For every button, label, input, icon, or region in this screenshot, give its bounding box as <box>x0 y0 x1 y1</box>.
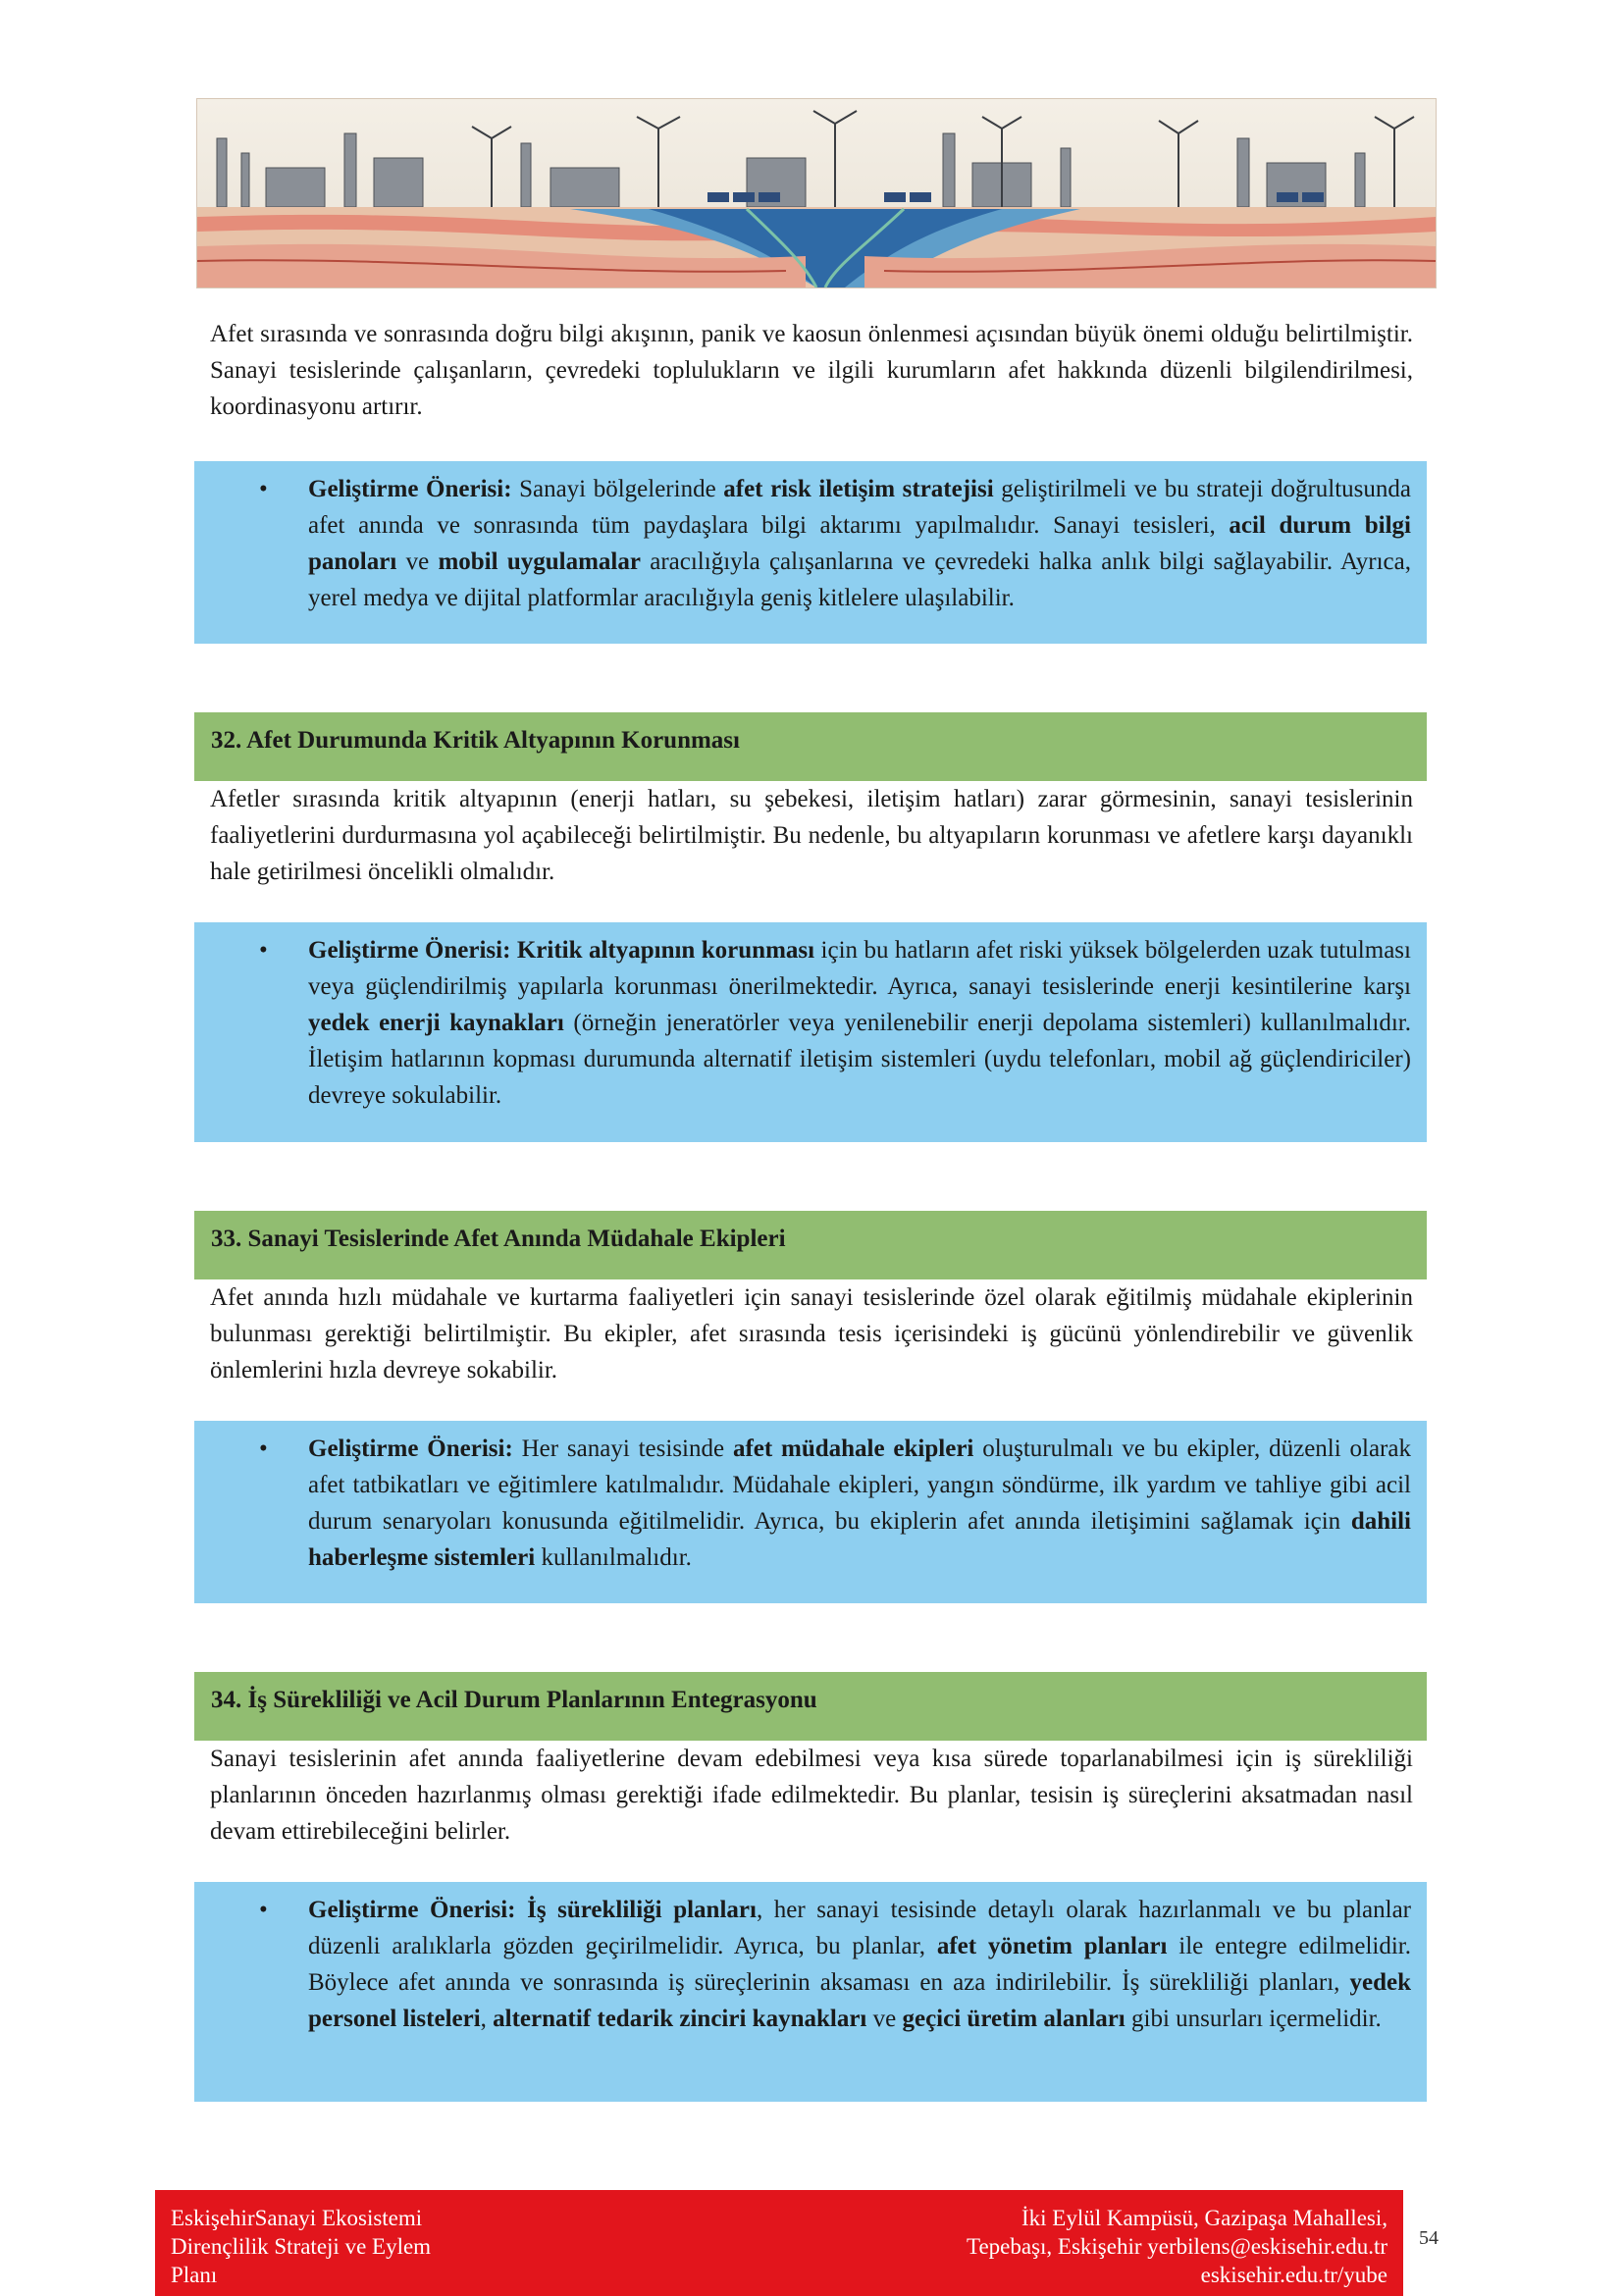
page-number: 54 <box>1419 2227 1439 2249</box>
suggestion-box-32 <box>194 922 1427 1142</box>
footer-contact-info: İki Eylül Kampüsü, Gazipaşa Mahallesi, Tepebaşı, Eskişehir yerbilens@eskisehir.edu.tr eskisehir.edu.tr/yube <box>967 2206 1387 2287</box>
section-33-heading <box>194 1211 1427 1279</box>
section-32-title: 32. Afet Durumunda Kritik Altyapının Korunması <box>211 727 740 754</box>
section-34-title: 34. İş Sürekliliği ve Acil Durum Planlarının Entegrasyonu <box>211 1687 817 1713</box>
section-32-heading <box>194 712 1427 781</box>
footer-document-title: EskişehirSanayi Ekosistemi Dirençlilik Strateji ve Eylem Planı <box>171 2206 432 2287</box>
suggestion-box-33 <box>194 1421 1427 1603</box>
suggestion-box-1 <box>194 461 1427 644</box>
section-34-paragraph: Sanayi tesislerinin afet anında faaliyetlerine devam edebilmesi veya kısa sürede toparlanabilmesi için iş sürekliliği planlarının önceden hazırlanmış olması gerektiği ifade edilmektedir. Bu planlar, tesisin iş süreçlerini aksatmadan nasıl devam ettirebileceğini belirler. <box>210 1746 1413 1845</box>
bullet-icon: • <box>259 1435 268 1462</box>
suggestion-text-32: Geliştirme Önerisi: Kritik altyapının korunması için bu hatların afet riski yüksek bölgelerden uzak tutulması veya güçlendirilmiş yapılarla korunması önerilmektedir. Ayrıca, sanayi tesislerinde enerji kesintilerine karşı yedek enerji kaynakları (örneğin jeneratörler veya yenilenebilir enerji depolama sistemleri) kullanılmalıdır. İletişim hatlarının kopması durumunda alternatif iletişim sistemleri (uydu telefonları, mobil ağ güçlendiriciler) devreye sokulabilir. <box>308 937 1412 1109</box>
suggestion-box-34 <box>194 1882 1427 2102</box>
suggestion-text-33: Geliştirme Önerisi: Her sanayi tesisinde afet müdahale ekipleri oluşturulmalı ve bu ekipler, düzenli olarak afet tatbikatları ve eğitimlere katılmalıdır. Müdahale ekipleri, yangın söndürme, ilk yardım ve tahliye gibi acil durum senaryoları konusunda eğitilmelidir. Ayrıca, bu ekiplerin afet anında iletişimini sağlamak için dahili haberleşme sistemleri kullanılmalıdır. <box>308 1435 1411 1571</box>
section-33-paragraph: Afet anında hızlı müdahale ve kurtarma faaliyetleri için sanayi tesislerinde özel olarak eğitilmiş müdahale ekiplerinin bulunması gerektiği belirtilmiştir. Bu ekipler, afet sırasında tesis içerisindeki iş gücünü yönlendirebilir ve güvenlik önlemlerini hızla devreye sokabilir. <box>210 1284 1413 1383</box>
bullet-icon: • <box>259 937 268 964</box>
section-32-paragraph: Afetler sırasında kritik altyapının (enerji hatları, su şebekesi, iletişim hatları) zarar görmesinin, sanayi tesislerinin faaliyetlerini durdurmasına yol açabileceği belirtilmiştir. Bu nedenle, bu altyapıların korunması ve afetlere karşı dayanıklı hale getirilmesi öncelikli olmalıdır. <box>210 786 1413 885</box>
suggestion-text-1: Geliştirme Önerisi: Sanayi bölgelerinde afet risk iletişim stratejisi geliştirilmeli ve bu strateji doğrultusunda afet anında ve sonrasında tüm paydaşlara bilgi aktarımı yapılmalıdır. Sanayi tesisleri, acil durum bilgi panoları ve mobil uygulamalar aracılığıyla çalışanlarına ve çevredeki halka anlık bilgi sağlayabilir. Ayrıca, yerel medya ve dijital platformlar aracılığıyla geniş kitlelere ulaşılabilir. <box>308 476 1411 611</box>
section-34-heading <box>194 1672 1427 1741</box>
bullet-icon: • <box>259 1897 268 1923</box>
intro-paragraph: Afet sırasında ve sonrasında doğru bilgi akışının, panik ve kaosun önlenmesi açısından büyük önemi olduğu belirtilmiştir. Sanayi tesislerinde çalışanların, çevredeki toplulukların ve ilgili kurumların afet hakkında düzenli bilgilendirilmesi, koordinasyonu artırır. <box>210 321 1413 420</box>
page-footer <box>155 2190 1403 2296</box>
bullet-icon: • <box>259 476 268 502</box>
section-33-title: 33. Sanayi Tesislerinde Afet Anında Müdahale Ekipleri <box>211 1226 786 1252</box>
header-banner-illustration <box>196 98 1437 288</box>
suggestion-text-34: Geliştirme Önerisi: İş sürekliliği planları, her sanayi tesisinde detaylı olarak hazırlanmalı ve bu planlar düzenli aralıklarla gözden geçirilmelidir. Ayrıca, bu planlar, afet yönetim planları ile entegre edilmelidir. Böylece afet anında ve sonrasında iş süreçlerinin aksaması en aza indirilebilir. İş sürekliliği planları, yedek personel listeleri, alternatif tedarik zinciri kaynakları ve geçici üretim alanları gibi unsurları içermelidir. <box>308 1897 1411 2032</box>
